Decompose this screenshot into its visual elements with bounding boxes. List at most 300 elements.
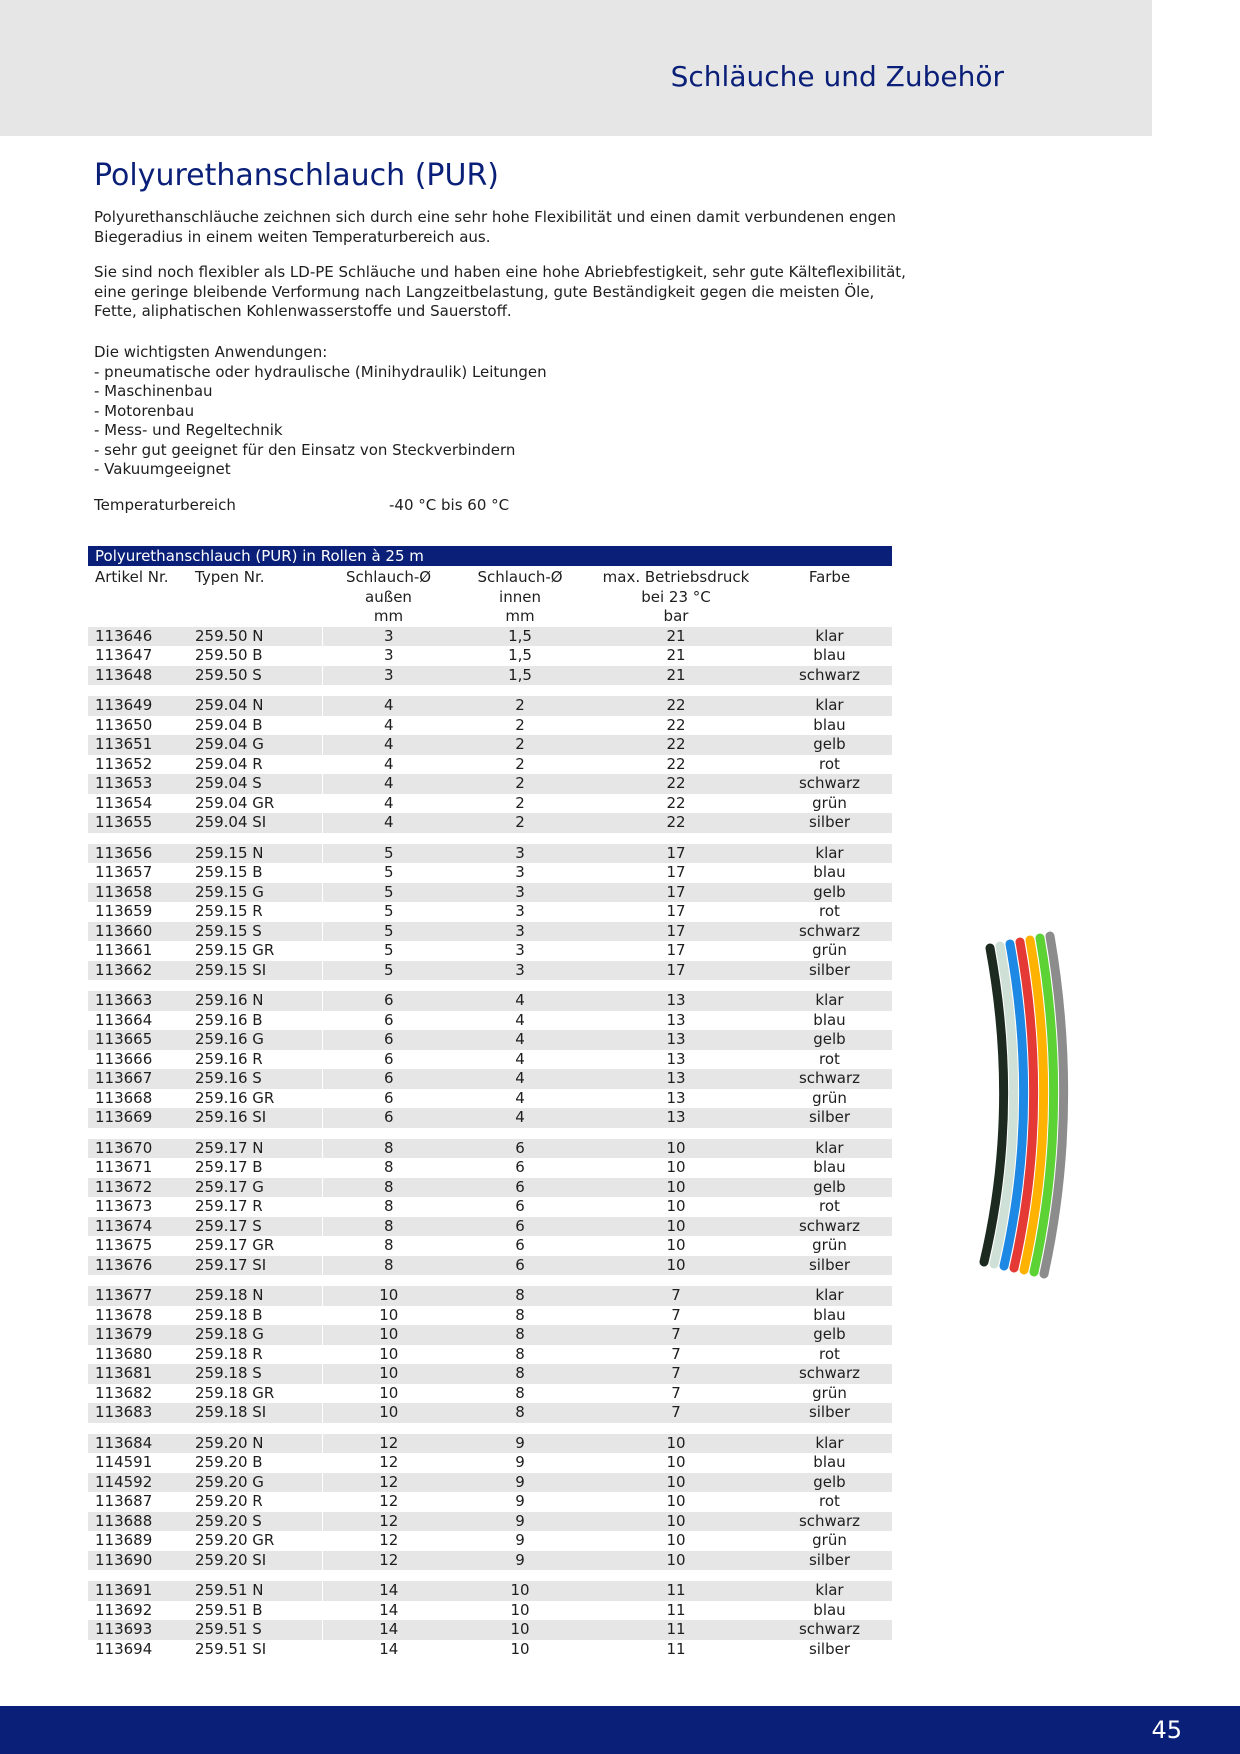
cell-inner-diameter: 10 [455,1581,585,1601]
table-row [88,1434,892,1454]
cell-farbe: grün [812,793,847,812]
cell-inner-diameter: 4 [455,1030,585,1050]
spacer-cell [88,685,892,696]
cell-typen-nr: 259.04 GR [188,794,322,814]
table-row [88,1286,892,1306]
cell-artikel-nr: 114592 [88,1473,188,1493]
cell-max-pressure: 22 [666,715,686,734]
cell-farbe: blau [813,715,846,734]
intro-paragraph-2: Sie sind noch flexibler als LD-PE Schläuche und haben eine hohe Abriebfestigkeit, sehr gute Kälteflexibilität, eine geringe bleibende Verformung nach Langzeitbelastung, gute Beständigkeit gegen die meisten Öle, Fette, aliphatischen Kohlenwasserstoffe und Sauerstoff. [94,263,906,320]
section-title: Schläuche und Zubehör [670,60,1004,93]
cell-artikel-nr: 113675 [95,1236,153,1254]
group-spacer [88,1275,892,1286]
cell-max-pressure: 10 [666,1236,686,1254]
cell-inner-diameter: 6 [455,1178,585,1198]
cell-inner-diameter: 2 [455,735,585,755]
cell-artikel-nr: 113661 [95,941,153,959]
cell-farbe: gelb [767,1178,892,1198]
cell-outer-diameter: 12 [379,1453,399,1471]
cell-max-pressure: 10 [666,1453,686,1471]
cell-typen-nr: 259.50 N [188,627,322,647]
table-group [88,1581,892,1659]
cell-artikel-nr: 113660 [88,922,188,942]
header-outer-line-2: außen [365,587,412,606]
header-farbe: Farbe [808,568,851,586]
cell-typen-nr: 259.20 B [188,1453,322,1473]
cell-artikel-nr: 113684 [88,1434,188,1454]
cell-farbe: rot [819,754,840,773]
table-group [88,627,892,686]
cell-outer-diameter: 6 [383,1088,394,1107]
spacer-cell [88,1128,892,1139]
intro-text [94,208,914,338]
header-outer-line-1: Schlauch-Ø [345,568,432,586]
cell-inner-diameter: 1,5 [455,627,585,647]
cell-max-pressure: 11 [585,1581,767,1601]
cell-artikel-nr: 113663 [88,991,188,1011]
cell-farbe: blau [813,863,846,881]
cell-max-pressure: 22 [666,754,686,773]
cell-typen-nr: 259.51 N [188,1581,322,1601]
cell-typen-nr: 259.17 G [188,1178,322,1198]
cell-artikel-nr: 113676 [88,1256,188,1276]
cell-inner-diameter: 4 [515,1088,525,1107]
cell-typen-nr: 259.04 N [188,696,322,716]
cell-farbe: silber [767,1108,892,1128]
temperature-label: Temperaturbereich [94,496,236,514]
header-inner-line-2: innen [499,587,541,606]
cell-artikel-nr: 113680 [95,1344,153,1363]
cell-farbe: silber [808,1639,851,1658]
cell-farbe: grün [812,1088,847,1107]
cell-farbe: blau [813,1305,846,1324]
cell-typen-nr: 259.15 G [188,883,322,903]
cell-artikel-nr: 113669 [88,1108,188,1128]
tube-bundle-icon [968,930,1088,1290]
table-row [88,1306,892,1326]
cell-artikel-nr: 113689 [95,1531,153,1549]
cell-typen-nr: 259.17 GR [188,1236,322,1256]
cell-typen-nr: 259.15 SI [188,961,322,981]
cell-farbe: silber [767,813,892,833]
cell-inner-diameter: 3 [515,941,525,959]
table-row [88,794,892,814]
cell-inner-diameter: 1,5 [455,666,585,686]
group-spacer [88,833,892,844]
table-row [88,941,892,961]
applications-heading: Die wichtigsten Anwendungen: [94,343,328,361]
cell-max-pressure: 17 [585,844,767,864]
cell-typen-nr: 259.20 GR [188,1531,322,1551]
cell-typen-nr: 259.18 G [188,1325,322,1345]
cell-farbe: gelb [767,883,892,903]
cell-max-pressure: 13 [666,1049,686,1068]
page-title: Polyurethanschlauch (PUR) [94,158,499,193]
cell-artikel-nr: 113659 [95,902,153,920]
cell-inner-diameter: 4 [455,1069,585,1089]
table-group [88,1139,892,1276]
cell-inner-diameter: 3 [455,922,585,942]
cell-outer-diameter: 14 [379,1639,399,1658]
header-max-pressure [585,566,767,627]
cell-typen-nr: 259.50 S [188,666,322,686]
cell-farbe: klar [767,1581,892,1601]
cell-max-pressure: 10 [585,1256,767,1276]
cell-outer-diameter: 14 [322,1581,455,1601]
table-row [88,1453,892,1473]
cell-farbe: rot [819,1492,840,1510]
cell-max-pressure: 22 [666,793,686,812]
cell-typen-nr: 259.04 SI [188,813,322,833]
cell-outer-diameter: 12 [322,1473,455,1493]
product-table-section [88,546,892,1659]
cell-typen-nr: 259.16 N [188,991,322,1011]
cell-max-pressure: 17 [585,883,767,903]
cell-artikel-nr: 113691 [88,1581,188,1601]
cell-artikel-nr: 113662 [88,961,188,981]
cell-outer-diameter: 10 [322,1403,455,1423]
cell-outer-diameter: 6 [322,1108,455,1128]
cell-artikel-nr: 113670 [88,1139,188,1159]
table-row [88,1089,892,1109]
cell-outer-diameter: 5 [322,883,455,903]
table-row [88,1030,892,1050]
cell-farbe: blau [813,1010,846,1029]
cell-inner-diameter: 2 [515,715,525,734]
cell-artikel-nr: 113682 [95,1383,153,1402]
footer-band [0,1706,1240,1754]
header-inner-line-1: Schlauch-Ø [477,568,563,586]
cell-farbe: schwarz [767,666,892,686]
cell-artikel-nr: 113658 [88,883,188,903]
table-row [88,922,892,942]
cell-outer-diameter: 5 [383,902,394,920]
table-row [88,1158,892,1178]
cell-outer-diameter: 4 [322,813,455,833]
cell-typen-nr: 259.17 S [188,1217,322,1237]
header-band [0,0,1152,136]
group-spacer [88,1128,892,1139]
cell-outer-diameter: 8 [322,1178,455,1198]
header-outer-line-3: mm [373,607,404,625]
cell-inner-diameter: 6 [455,1217,585,1237]
cell-typen-nr: 259.51 S [188,1620,322,1640]
cell-artikel-nr: 113678 [95,1305,153,1324]
cell-artikel-nr: 113655 [88,813,188,833]
cell-artikel-nr: 113683 [88,1403,188,1423]
table-row [88,1512,892,1532]
cell-inner-diameter: 8 [455,1325,585,1345]
cell-typen-nr: 259.18 S [188,1364,322,1384]
cell-max-pressure: 21 [585,627,767,647]
cell-outer-diameter: 8 [322,1139,455,1159]
application-item: - Vakuumgeeignet [94,460,231,478]
table-row [88,883,892,903]
cell-inner-diameter: 8 [455,1403,585,1423]
cell-artikel-nr: 113657 [95,863,153,881]
cell-max-pressure: 22 [585,774,767,794]
cell-typen-nr: 259.17 SI [188,1256,322,1276]
cell-farbe: schwarz [767,1069,892,1089]
cell-max-pressure: 10 [585,1512,767,1532]
cell-outer-diameter: 8 [383,1197,394,1215]
cell-outer-diameter: 3 [322,627,455,647]
cell-inner-diameter: 10 [510,1639,530,1658]
cell-artikel-nr: 113652 [95,754,153,773]
cell-inner-diameter: 3 [455,883,585,903]
table-row [88,1403,892,1423]
cell-farbe: blau [813,1453,846,1471]
table-group [88,696,892,833]
cell-typen-nr: 259.16 SI [188,1108,322,1128]
cell-artikel-nr: 113648 [88,666,188,686]
cell-inner-diameter: 4 [515,1049,525,1068]
table-row [88,774,892,794]
cell-inner-diameter: 9 [455,1434,585,1454]
cell-artikel-nr: 113688 [88,1512,188,1532]
applications [94,343,547,480]
cell-typen-nr: 259.20 SI [188,1551,322,1571]
cell-typen-nr: 259.15 GR [188,941,322,961]
cell-inner-diameter: 6 [515,1197,525,1215]
cell-max-pressure: 10 [666,1492,686,1510]
cell-outer-diameter: 4 [383,754,394,773]
cell-artikel-nr: 113650 [95,715,153,734]
header-outer-diameter [322,566,455,627]
cell-typen-nr: 259.04 R [188,755,322,775]
cell-typen-nr: 259.18 GR [188,1384,322,1404]
cell-inner-diameter: 6 [515,1158,525,1176]
table-row [88,1492,892,1512]
header-pressure-line-3: bar [663,607,689,625]
table-row [88,1108,892,1128]
cell-outer-diameter: 12 [379,1492,399,1510]
table-row [88,1601,892,1621]
cell-inner-diameter: 3 [455,844,585,864]
cell-artikel-nr: 113672 [88,1178,188,1198]
cell-inner-diameter: 2 [455,774,585,794]
cell-farbe: rot [819,1344,840,1363]
cell-inner-diameter: 4 [515,1010,525,1029]
cell-farbe: silber [767,961,892,981]
cell-outer-diameter: 5 [322,844,455,864]
cell-farbe: blau [813,646,846,664]
table-row [88,1069,892,1089]
cell-max-pressure: 13 [666,1088,686,1107]
cell-outer-diameter: 10 [322,1286,455,1306]
application-item: - Motorenbau [94,401,195,420]
table-row [88,1581,892,1601]
cell-farbe: gelb [767,735,892,755]
cell-artikel-nr: 113649 [88,696,188,716]
cell-artikel-nr: 113677 [88,1286,188,1306]
cell-artikel-nr: 113674 [88,1217,188,1237]
cell-farbe: rot [819,902,840,920]
header-inner-diameter [455,566,585,627]
cell-max-pressure: 10 [585,1178,767,1198]
cell-max-pressure: 7 [585,1364,767,1384]
cell-artikel-nr: 113668 [95,1088,153,1107]
cell-inner-diameter: 3 [515,902,525,920]
cell-farbe: silber [767,1256,892,1276]
cell-artikel-nr: 114591 [95,1453,153,1471]
cell-artikel-nr: 113653 [88,774,188,794]
page-number: 45 [1151,1716,1182,1744]
table-row [88,735,892,755]
cell-farbe: klar [767,696,892,716]
cell-outer-diameter: 6 [322,991,455,1011]
cell-outer-diameter: 10 [379,1383,399,1402]
cell-artikel-nr: 113665 [88,1030,188,1050]
table-row [88,844,892,864]
cell-outer-diameter: 4 [322,735,455,755]
spacer-cell [88,1570,892,1581]
cell-outer-diameter: 4 [322,696,455,716]
table-row [88,755,892,775]
cell-inner-diameter: 8 [515,1383,525,1402]
cell-inner-diameter: 6 [455,1139,585,1159]
header-pressure-line-2: bei 23 °C [641,587,711,606]
cell-farbe: gelb [767,1325,892,1345]
table-row [88,716,892,736]
cell-inner-diameter: 8 [455,1364,585,1384]
cell-typen-nr: 259.16 S [188,1069,322,1089]
cell-inner-diameter: 10 [510,1600,530,1619]
cell-typen-nr: 259.16 B [188,1011,322,1031]
cell-inner-diameter: 8 [515,1344,525,1363]
table-row [88,1217,892,1237]
intro-paragraph-1: Polyurethanschläuche zeichnen sich durch eine sehr hohe Flexibilität und einen damit verbundenen engen Biegeradius in einem weiten Temperaturbereich aus. [94,208,897,246]
cell-outer-diameter: 6 [322,1069,455,1089]
table-row [88,813,892,833]
cell-farbe: gelb [767,1030,892,1050]
cell-max-pressure: 10 [666,1531,686,1549]
cell-artikel-nr: 113690 [88,1551,188,1571]
cell-artikel-nr: 113667 [88,1069,188,1089]
cell-max-pressure: 10 [585,1473,767,1493]
cell-inner-diameter: 3 [455,961,585,981]
application-item: - Mess- und Regeltechnik [94,421,283,439]
table-row [88,1256,892,1276]
cell-outer-diameter: 12 [322,1434,455,1454]
cell-max-pressure: 17 [585,922,767,942]
cell-max-pressure: 10 [585,1217,767,1237]
cell-inner-diameter: 9 [455,1473,585,1493]
cell-inner-diameter: 2 [455,813,585,833]
cell-typen-nr: 259.20 G [188,1473,322,1493]
cell-farbe: grün [812,1383,847,1402]
cell-typen-nr: 259.15 N [188,844,322,864]
cell-typen-nr: 259.50 B [188,646,322,666]
table-row [88,1640,892,1660]
cell-typen-nr: 259.18 B [188,1306,322,1326]
table-row [88,991,892,1011]
cell-typen-nr: 259.20 S [188,1512,322,1532]
cell-inner-diameter: 8 [515,1305,525,1324]
table-row [88,627,892,647]
cell-max-pressure: 17 [666,902,686,920]
cell-outer-diameter: 4 [383,793,394,812]
table-group [88,844,892,981]
table-row [88,646,892,666]
cell-max-pressure: 10 [585,1434,767,1454]
cell-outer-diameter: 4 [383,715,394,734]
table-row [88,1345,892,1365]
cell-inner-diameter: 3 [515,863,525,881]
cell-inner-diameter: 9 [515,1492,525,1510]
cell-outer-diameter: 10 [379,1344,399,1363]
cell-outer-diameter: 8 [322,1256,455,1276]
cell-max-pressure: 10 [585,1139,767,1159]
cell-inner-diameter: 6 [455,1256,585,1276]
cell-typen-nr: 259.17 N [188,1139,322,1159]
group-spacer [88,1423,892,1434]
table-group [88,1286,892,1423]
cell-artikel-nr: 113654 [95,793,153,812]
application-item: - Maschinenbau [94,382,213,400]
cell-typen-nr: 259.51 SI [188,1640,322,1660]
cell-artikel-nr: 113646 [88,627,188,647]
group-spacer [88,1570,892,1581]
table-row [88,1197,892,1217]
cell-max-pressure: 11 [666,1600,686,1619]
application-item: - pneumatische oder hydraulische (Minihydraulik) Leitungen [94,362,547,381]
cell-outer-diameter: 8 [383,1158,394,1176]
cell-outer-diameter: 4 [322,774,455,794]
table-row [88,1011,892,1031]
cell-max-pressure: 11 [666,1639,686,1658]
applications-list [94,363,547,480]
table-row [88,961,892,981]
cell-outer-diameter: 6 [322,1030,455,1050]
cell-max-pressure: 22 [585,813,767,833]
cell-artikel-nr: 113693 [88,1620,188,1640]
cell-artikel-nr: 113666 [95,1049,153,1068]
table-group [88,991,892,1128]
cell-artikel-nr: 113681 [88,1364,188,1384]
cell-inner-diameter: 9 [515,1531,525,1549]
cell-inner-diameter: 4 [455,1108,585,1128]
cell-outer-diameter: 10 [379,1305,399,1324]
table-row [88,1531,892,1551]
cell-artikel-nr: 113687 [95,1492,153,1510]
cell-farbe: klar [767,844,892,864]
cell-farbe: schwarz [767,1364,892,1384]
cell-max-pressure: 7 [585,1325,767,1345]
table-row [88,1620,892,1640]
table-group [88,1434,892,1571]
cell-inner-diameter: 1,5 [508,646,532,664]
cell-max-pressure: 10 [666,1158,686,1176]
temperature-value: -40 °C bis 60 °C [389,496,510,514]
table-row [88,863,892,883]
cell-max-pressure: 7 [671,1344,681,1363]
cell-typen-nr: 259.15 S [188,922,322,942]
table-row [88,1325,892,1345]
cell-farbe: klar [767,991,892,1011]
cell-inner-diameter: 9 [515,1453,525,1471]
cell-max-pressure: 21 [666,646,686,664]
cell-typen-nr: 259.15 R [188,902,322,922]
table-title: Polyurethanschlauch (PUR) in Rollen à 25 m [88,546,892,566]
cell-max-pressure: 10 [585,1551,767,1571]
cell-typen-nr: 259.20 R [188,1492,322,1512]
product-table [88,566,892,1659]
cell-farbe: klar [767,1286,892,1306]
cell-max-pressure: 7 [585,1403,767,1423]
table-header-row [88,566,892,627]
cell-inner-diameter: 9 [455,1551,585,1571]
